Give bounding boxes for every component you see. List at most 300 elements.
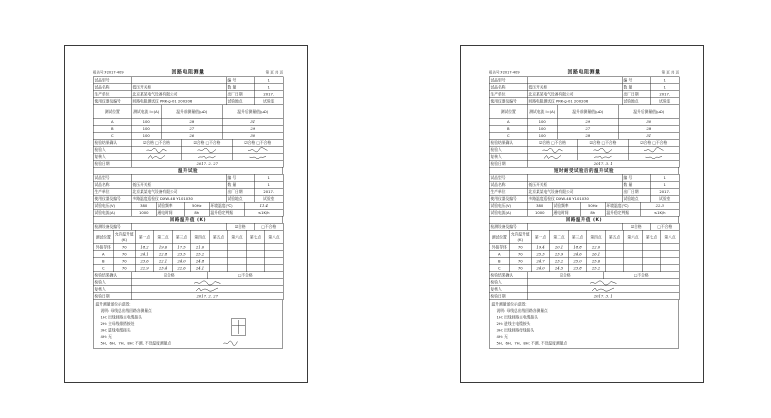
column-header: 温升前测量值(μΩ) <box>161 105 222 119</box>
field-value: 低压开关柜 <box>131 84 226 91</box>
field-value: 2017. <box>254 188 283 195</box>
field-label: 检验结果确认 <box>489 272 527 279</box>
field-value: 试验室 <box>254 195 283 202</box>
signature <box>628 153 679 160</box>
table-row <box>489 258 679 265</box>
field-label: 试验电压(V) <box>93 202 131 209</box>
notes-title: 温升测量部位示意图: <box>95 302 131 307</box>
field-value: 1 <box>254 77 283 84</box>
section-title: 温升试验 <box>93 167 283 174</box>
column-header: 第六点 <box>624 230 643 244</box>
temperature-sample-info <box>93 174 284 203</box>
signature <box>182 146 233 153</box>
column-header: 第六点 <box>228 230 247 244</box>
table-cell: 23.2 <box>550 258 569 265</box>
table-cell <box>642 258 661 265</box>
test-position: C <box>93 132 131 139</box>
table-cell: 28 <box>161 118 222 125</box>
signature <box>628 146 679 153</box>
field-label: 数 量 <box>622 181 650 188</box>
column-header: 测试位置 <box>489 105 527 119</box>
signature <box>578 153 629 160</box>
field-label: 试验地点 <box>226 195 254 202</box>
column-header: 温升后测量值(μΩ) <box>618 105 679 119</box>
table-cell <box>661 258 680 265</box>
notes-line: 3H: 出线回路母线接头 <box>496 328 535 333</box>
notes-line: 1H: 出线回路主电缆接头 <box>100 315 142 320</box>
field-value <box>527 174 622 181</box>
table-cell: 23.4 <box>154 265 173 272</box>
notes-line: 说明: 母线总出线回路各测量点 <box>100 308 152 313</box>
info-row <box>489 181 679 188</box>
signature <box>223 340 239 346</box>
field-label: 出厂日期 <box>622 188 650 195</box>
info-row <box>93 174 283 181</box>
table-row <box>93 258 283 265</box>
field-value: 8h <box>184 209 209 216</box>
info-row <box>93 84 283 91</box>
field-value: 试验室 <box>650 195 679 202</box>
field-label: 复核人 <box>489 286 527 293</box>
page-header <box>93 69 283 76</box>
measurement-notes <box>489 300 679 349</box>
test-position: B <box>489 125 527 132</box>
table-cell: 70 <box>509 251 531 258</box>
field-label: 编 号 <box>622 174 650 181</box>
table-cell: 100 <box>131 118 161 125</box>
field-label: 通电时间 <box>156 209 184 216</box>
table-cell <box>228 258 247 265</box>
field-value: 1 <box>254 181 283 188</box>
table-cell: 27 <box>161 125 222 132</box>
section-title: 回路温升值 (K) <box>93 216 283 223</box>
test-position: C <box>489 265 509 272</box>
column-header: 允许温升值(K) <box>510 232 530 242</box>
field-label: 试验电流(A) <box>93 209 131 216</box>
column-header: 第八点 <box>661 230 680 244</box>
info-row <box>489 188 679 195</box>
result-option: ☑合格 □不合格 <box>232 139 283 146</box>
resistance-sign-off <box>93 139 284 168</box>
field-label: 生产单位 <box>93 91 131 98</box>
resistance-sample-info <box>489 77 680 106</box>
page-header <box>489 69 679 76</box>
table-cell: 70 <box>509 258 531 265</box>
field-value: 1 <box>650 181 679 188</box>
table-cell: 31 <box>618 132 679 139</box>
table-cell: 25.6 <box>587 258 606 265</box>
field-value: 低压开关柜 <box>131 181 226 188</box>
field-value: 1000 <box>131 209 156 216</box>
table-cell: 23.5 <box>172 251 191 258</box>
page-number: 第 页 共 页 <box>661 70 679 75</box>
table-cell: 70 <box>113 244 135 251</box>
field-label: 编 号 <box>226 77 254 84</box>
field-value: 1000 <box>527 209 552 216</box>
temperature-rise-table <box>489 230 680 272</box>
temperature-sign-off <box>93 272 284 301</box>
table-cell: 24.8 <box>191 258 210 265</box>
inspection-date: 2017. 3. 1 <box>527 293 679 300</box>
report-number: 报告号:F2017-409 <box>489 70 520 75</box>
table-cell <box>642 251 661 258</box>
field-label: 复核人 <box>489 153 527 160</box>
result-row <box>489 272 679 279</box>
signature <box>527 279 679 286</box>
signature <box>232 146 283 153</box>
inspector-row <box>93 279 283 286</box>
table-cell <box>624 244 643 251</box>
column-header: 测试电流 I=(A) <box>527 105 557 119</box>
field-label: 检验人 <box>489 146 527 153</box>
column-header: 测试位置 <box>489 230 509 244</box>
column-header: 第二点 <box>550 230 569 244</box>
table-cell: 100 <box>527 132 557 139</box>
column-header: 第一点 <box>531 230 550 244</box>
result-option: ☑合格 <box>622 223 650 230</box>
table-cell: 100 <box>527 118 557 125</box>
field-label: 通电时间 <box>552 209 580 216</box>
signature <box>131 153 182 160</box>
info-row <box>93 181 283 188</box>
result-option: ☑合格 □不合格 <box>578 139 629 146</box>
report-number: 报告号:F2017-409 <box>93 70 124 75</box>
table-cell: 100 <box>527 125 557 132</box>
test-conditions <box>489 202 680 217</box>
field-value: 1 <box>254 174 283 181</box>
reviewer-row <box>93 153 283 160</box>
table-header-row <box>489 105 679 119</box>
notes-line: 3H: 进线电缆接头 <box>100 328 131 333</box>
table-cell: 70 <box>113 265 135 272</box>
table-cell: 25.0 <box>568 258 587 265</box>
field-label: 试验频率 <box>156 202 184 209</box>
table-cell: 26.1 <box>587 251 606 258</box>
table-cell <box>265 258 284 265</box>
resistance-table <box>93 105 284 140</box>
field-label: 使用仪器及编号 <box>93 195 131 202</box>
table-cell <box>265 251 284 258</box>
test-position: B <box>93 258 113 265</box>
inspector-row <box>489 279 679 286</box>
field-label: 试品名称 <box>93 84 131 91</box>
column-header: 测试位置 <box>93 230 113 244</box>
schematic-sketch <box>232 318 246 336</box>
info-row <box>93 91 283 98</box>
table-cell: 22.6 <box>172 265 191 272</box>
result-option: ☑合格 <box>131 272 207 279</box>
table-cell: 18.8 <box>568 244 587 251</box>
table-row <box>93 251 283 258</box>
table-cell: 24.7 <box>531 258 550 265</box>
table-cell: 27 <box>557 125 618 132</box>
test-position: 外接导体 <box>93 244 113 251</box>
field-value: 北京某某电气设备有限公司 <box>527 91 622 98</box>
table-cell: 22.0 <box>587 244 606 251</box>
table-cell: 25.2 <box>191 251 210 258</box>
resistance-sign-off <box>489 139 680 168</box>
field-label: 检测设备及编号 <box>93 223 131 230</box>
column-header: 允许温升值(K) <box>114 232 134 242</box>
field-label: 检验日期 <box>93 160 131 167</box>
field-label: 检测设备及编号 <box>489 223 527 230</box>
page-scan <box>461 46 703 382</box>
field-label: 试品型号 <box>489 77 527 84</box>
field-label: 使用仪器及编号 <box>93 98 131 105</box>
field-value: 北京某某电气设备有限公司 <box>527 188 622 195</box>
table-cell: 22.1 <box>154 258 173 265</box>
test-position: A <box>489 251 509 258</box>
resistance-table <box>489 105 680 140</box>
table-cell <box>228 251 247 258</box>
field-label: 检验日期 <box>489 293 527 300</box>
result-row <box>489 139 679 146</box>
result-option: ☑合格 □不合格 <box>182 139 233 146</box>
temperature-sign-off <box>489 272 680 301</box>
column-header: 第四点 <box>191 230 210 244</box>
table-row <box>93 118 283 125</box>
table-cell: 26 <box>161 132 222 139</box>
field-label: 试品型号 <box>489 174 527 181</box>
test-position: 外接导体 <box>489 244 509 251</box>
field-label: 生产单位 <box>489 91 527 98</box>
column-header: 第四点 <box>587 230 606 244</box>
field-label: 数 量 <box>226 84 254 91</box>
table-cell: 25.2 <box>587 265 606 272</box>
page-scan <box>65 46 307 382</box>
sketch-line <box>239 320 240 334</box>
table-cell: 24.6 <box>568 251 587 258</box>
notes-line: 说明: 母线总出线回路各测量点 <box>496 308 548 313</box>
table-cell: 23.9 <box>550 251 569 258</box>
signature <box>182 153 233 160</box>
field-value: ≤1K/h <box>244 209 283 216</box>
test-position: C <box>93 265 113 272</box>
table-row <box>489 244 679 251</box>
field-label: 复核人 <box>93 286 131 293</box>
condition-row <box>489 202 679 209</box>
table-row <box>489 251 679 258</box>
table-cell: 28 <box>557 132 618 139</box>
field-value: 2017. <box>650 91 679 98</box>
field-label: 数 量 <box>622 84 650 91</box>
table-cell: 23.6 <box>135 258 154 265</box>
table-cell <box>642 244 661 251</box>
test-position: A <box>93 118 131 125</box>
table-cell <box>246 244 265 251</box>
info-row <box>93 77 283 84</box>
notes-line: 5H、6H、7H、8H: 不测, 不设温度测量点 <box>496 341 568 346</box>
table-cell: 24.5 <box>550 265 569 272</box>
result-option: □不合格 <box>603 272 679 279</box>
field-label: 试验电流(A) <box>489 209 527 216</box>
field-label: 环境温度(℃) <box>209 202 244 209</box>
inspector-row <box>93 146 283 153</box>
field-value: 试验室 <box>254 98 283 105</box>
result-option: □不合格 <box>650 223 679 230</box>
temperature-rise-table <box>93 230 284 272</box>
table-cell: 31 <box>222 118 283 125</box>
field-label: 出厂日期 <box>622 91 650 98</box>
field-label: 检验结果确认 <box>93 272 131 279</box>
column-header: 第七点 <box>642 230 661 244</box>
result-option: □不合格 <box>207 272 283 279</box>
field-value: 1 <box>650 174 679 181</box>
test-position: A <box>93 251 113 258</box>
table-cell: 70 <box>509 265 531 272</box>
result-row <box>93 139 283 146</box>
field-value: ≤1K/h <box>640 209 679 216</box>
field-value: 50Hz <box>184 202 209 209</box>
table-row <box>489 125 679 132</box>
field-value: 北京某某电气设备有限公司 <box>131 188 226 195</box>
signature <box>131 279 283 286</box>
table-cell: 30 <box>618 118 679 125</box>
table-cell: 25.3 <box>531 251 550 258</box>
field-label: 检验日期 <box>489 160 527 167</box>
field-label: 检验人 <box>489 279 527 286</box>
table-cell: 30 <box>222 132 283 139</box>
info-row <box>489 77 679 84</box>
table-cell: 70 <box>113 258 135 265</box>
result-option: □不合格 <box>254 223 283 230</box>
table-cell <box>228 244 247 251</box>
table-cell: 23.8 <box>568 265 587 272</box>
test-position: B <box>489 258 509 265</box>
column-header: 第一点 <box>135 230 154 244</box>
reviewer-row <box>489 286 679 293</box>
field-value <box>131 174 226 181</box>
field-label: 试验地点 <box>622 195 650 202</box>
field-value: 北京某某电气设备有限公司 <box>131 91 226 98</box>
table-cell: 20.1 <box>550 244 569 251</box>
signature <box>131 146 182 153</box>
field-value: 11.4 <box>244 202 283 209</box>
table-cell: 100 <box>131 125 161 132</box>
table-cell: 70 <box>509 244 531 251</box>
field-label: 复核人 <box>93 153 131 160</box>
field-value: 1 <box>650 77 679 84</box>
field-label: 检验结果确认 <box>489 139 527 146</box>
field-value: 50Hz <box>580 202 605 209</box>
test-conditions <box>93 202 284 217</box>
section-title: 短时耐受试验后的温升试验 <box>489 167 679 174</box>
field-value: 多路温度巡检仪 DXW-48 Y101030 <box>527 195 622 202</box>
table-cell: 29 <box>222 125 283 132</box>
table-cell <box>605 258 624 265</box>
table-cell: 29 <box>557 118 618 125</box>
page-title: 回路电阻测量 <box>567 69 601 75</box>
table-cell <box>605 251 624 258</box>
notes-line: 1H: 出线回路主电缆接头 <box>496 315 538 320</box>
field-label: 试验频率 <box>552 202 580 209</box>
result-option: ☑合格 □不合格 <box>628 139 679 146</box>
page-title: 回路电阻测量 <box>171 69 205 75</box>
column-header: 第三点 <box>568 230 587 244</box>
field-label: 使用仪器及编号 <box>489 98 527 105</box>
field-label: 温升稳定判据 <box>209 209 244 216</box>
field-label: 使用仪器及编号 <box>489 195 527 202</box>
notes-line: 4H: 无 <box>100 334 112 339</box>
notes-line: 2H: 进线主电缆接头 <box>496 321 531 326</box>
inspector-row <box>489 146 679 153</box>
table-cell <box>246 258 265 265</box>
result-option: ☑合格 <box>226 223 254 230</box>
field-label: 检验人 <box>93 279 131 286</box>
column-header: 温升前测量值(μΩ) <box>557 105 618 119</box>
field-value: 2017. <box>254 91 283 98</box>
notes-line: 5H、6H、7H、8H: 不测, 不设温度测量点 <box>100 341 172 346</box>
column-header: 第八点 <box>265 230 284 244</box>
field-label: 试品名称 <box>489 181 527 188</box>
field-label: 生产单位 <box>93 188 131 195</box>
info-row <box>489 91 679 98</box>
field-value: 试验室 <box>650 98 679 105</box>
page-number: 第 页 共 页 <box>265 70 283 75</box>
table-row <box>93 125 283 132</box>
signature <box>527 153 578 160</box>
field-label: 温升稳定判据 <box>605 209 640 216</box>
table-cell: 28 <box>618 125 679 132</box>
notes-title: 温升测量部位示意图: <box>491 302 527 307</box>
table-row <box>489 118 679 125</box>
table-cell: 70 <box>113 251 135 258</box>
field-label: 试验地点 <box>622 98 650 105</box>
field-value: 回路电阻测试仪 PRK-g-01 200206 <box>527 98 622 105</box>
signature <box>527 286 679 293</box>
test-record-form <box>489 69 679 349</box>
table-cell <box>209 244 228 251</box>
inspection-date: 2017. 2. 27 <box>131 160 283 167</box>
field-value: 多路温度巡检仪 DXW-48 Y101030 <box>131 195 226 202</box>
column-header: 第七点 <box>246 230 265 244</box>
info-row <box>489 84 679 91</box>
signature <box>232 153 283 160</box>
field-label: 检验结果确认 <box>93 139 131 146</box>
field-label: 编 号 <box>226 174 254 181</box>
field-label: 编 号 <box>622 77 650 84</box>
reviewer-row <box>93 286 283 293</box>
signature <box>527 146 578 153</box>
test-position: A <box>489 118 527 125</box>
document-page-right <box>460 45 704 383</box>
result-option: ☑合格 □不合格 <box>131 139 182 146</box>
field-label: 检验日期 <box>93 293 131 300</box>
column-header: 第五点 <box>209 230 228 244</box>
field-label: 数 量 <box>226 181 254 188</box>
field-value: 380 <box>131 202 156 209</box>
column-header: 测试电流 I=(A) <box>131 105 161 119</box>
field-value: 1 <box>254 84 283 91</box>
measurement-notes <box>93 300 283 349</box>
column-header: 第三点 <box>172 230 191 244</box>
table-cell <box>605 244 624 251</box>
notes-line: 4H: 无 <box>496 334 508 339</box>
table-cell: 19.6 <box>154 244 173 251</box>
table-cell: 21.0 <box>191 244 210 251</box>
reviewer-row <box>489 153 679 160</box>
field-label: 生产单位 <box>489 188 527 195</box>
field-value: 低压开关柜 <box>527 84 622 91</box>
document-page-left <box>64 45 308 383</box>
test-position: B <box>93 125 131 132</box>
column-header: 温升后测量值(μΩ) <box>222 105 283 119</box>
result-option: ☑合格 □不合格 <box>527 139 578 146</box>
table-header-row <box>93 105 283 119</box>
column-header: 测试位置 <box>93 105 131 119</box>
field-value: 2017. <box>650 188 679 195</box>
field-label: 试验电压(V) <box>489 202 527 209</box>
